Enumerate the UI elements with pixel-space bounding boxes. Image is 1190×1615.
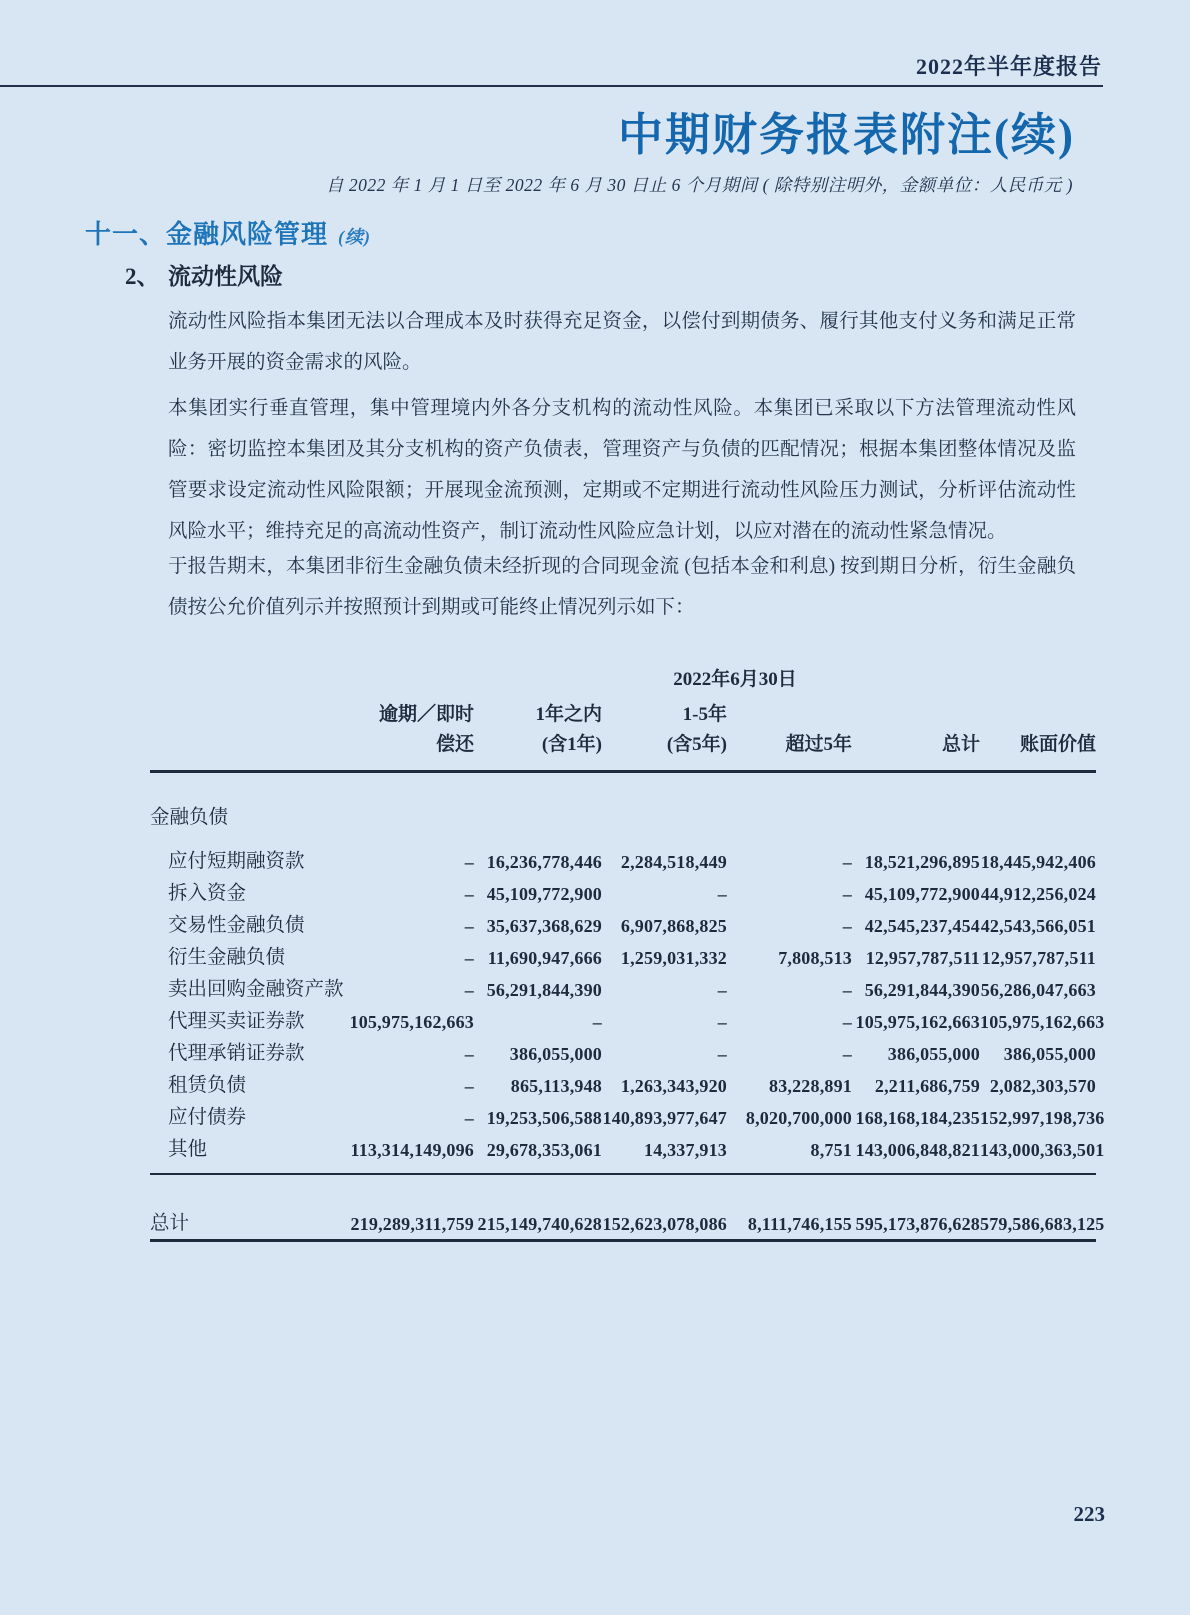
row-label: 代理买卖证券款: [168, 1011, 305, 1032]
page-title: 中期财务报表附注(续): [618, 110, 1075, 160]
table-row: 其他 113,314,149,096 29,678,353,061 14,337,913 8,751 143,006,848,821 143,000,363,501: [150, 1129, 1096, 1161]
table-row: 代理买卖证券款 105,975,162,663 – – – 105,975,162,663 105,975,162,663: [150, 1001, 1096, 1033]
table-row: 衍生金融负债 – 11,690,947,666 1,259,031,332 7,808,513 12,957,787,511 12,957,787,511: [150, 937, 1096, 969]
row-label: 交易性金融负债: [168, 915, 305, 936]
table-date-header: 2022年6月30日: [673, 669, 797, 690]
col-header-overdue: 逾期／即时: [378, 704, 474, 725]
table-total-row: 总计 219,289,311,759 215,149,740,628 152,623,078,086 8,111,746,155 595,173,876,628 579,586,683,125: [150, 1201, 1096, 1235]
table-row: 交易性金融负债 – 35,637,368,629 6,907,868,825 – 42,545,237,454 42,543,566,051: [150, 905, 1096, 937]
section-continued: (续): [338, 227, 372, 247]
table-row: 应付债券 – 19,253,506,588 140,893,977,647 8,020,700,000 168,168,184,235 152,997,198,736: [150, 1097, 1096, 1129]
col-header-over5y: 超过5年: [785, 734, 852, 755]
row-label: 应付短期融资款: [168, 851, 305, 872]
liquidity-risk-table: [150, 640, 1105, 1242]
table-header-line1: [150, 694, 1096, 726]
row-label: 拆入资金: [168, 883, 247, 904]
table-row: 卖出回购金融资产款 – 56,291,844,390 – – 56,291,844,390 56,286,047,663: [150, 969, 1096, 1001]
page-number: 223: [1073, 1502, 1105, 1526]
row-label: 租赁负债: [168, 1075, 247, 1096]
row-label: 其他: [168, 1139, 208, 1160]
table-date-header-row: [150, 664, 1096, 694]
table-row: 拆入资金 – 45,109,772,900 – – 45,109,772,900 44,912,256,024: [150, 873, 1096, 905]
spacer: [150, 664, 340, 694]
row-label: 代理承销证券款: [168, 1043, 305, 1064]
row-label: 卖出回购金融资产款: [168, 979, 344, 1000]
table-subtotal-rule: [150, 1173, 1096, 1175]
table-body: [150, 841, 1105, 1161]
table-row: 租赁负债 – 865,113,948 1,263,343,920 83,228,891 2,211,686,759 2,082,303,570: [150, 1065, 1096, 1097]
table-bottom-rule: [150, 1239, 1096, 1242]
total-label: 总计: [150, 1212, 190, 1234]
col-header-total: 总计: [941, 734, 980, 755]
table-group-label: 金融负债: [150, 807, 229, 828]
subsection-number: 2、: [125, 264, 160, 289]
section-heading: [85, 214, 371, 251]
table-header-line2: [150, 726, 1096, 756]
col-header-1to5y: 1-5年: [682, 704, 727, 725]
subsection-title: 流动性风险: [168, 264, 283, 289]
section-title: 十一、金融风险管理: [85, 220, 329, 249]
table-row: 代理承销证券款 – 386,055,000 – – 386,055,000 386,055,000: [150, 1033, 1096, 1065]
col-header-within1y: 1年之内: [535, 704, 602, 725]
report-header: 2022年半年度报告: [915, 54, 1102, 79]
subsection-heading: [125, 258, 283, 291]
table-row: 应付短期融资款 – 16,236,778,446 2,284,518,449 – 18,521,296,895 18,445,942,406: [150, 841, 1096, 873]
paragraph-liquidity-definition: 流动性风险指本集团无法以合理成本及时获得充足资金，以偿付到期债务、履行其他支付义务和满足正常业务开展的资金需求的风险。: [168, 311, 1076, 373]
col-header-within1y-2: (含1年): [541, 734, 602, 755]
paragraph-maturity-analysis-intro: 于报告期末，本集团非衍生金融负债未经折现的合同现金流 (包括本金和利息) 按到期日分析，衍生金融负债按公允价值列示并按照预计到期或可能终止情况列示如下：: [168, 556, 1076, 618]
row-label: 衍生金融负债: [168, 947, 286, 968]
row-label: 应付债券: [168, 1107, 247, 1128]
col-header-carrying-value: 账面价值: [1019, 734, 1096, 755]
col-header-1to5y-2: (含5年): [666, 734, 727, 755]
header-divider: [0, 85, 1103, 87]
page-subtitle: 自 2022 年 1 月 1 日至 2022 年 6 月 30 日止 6 个月期间 ( 除特别注明外，金额单位：人民币元 ): [325, 175, 1073, 195]
paragraph-management-methods: 本集团实行垂直管理，集中管理境内外各分支机构的流动性风险。本集团已采取以下方法管理流动性风险：密切监控本集团及其分支机构的资产负债表，管理资产与负债的匹配情况；根据本集团整体情况及监管要求设定流动性风险限额；开展现金流预测，定期或不定期进行流动性风险压力测试，分析评估流动性风险水平；维持充足的高流动性资产，制订流动性风险应急计划，以应对潜在的流动性紧急情况。: [168, 398, 1076, 542]
col-header-overdue-2: 偿还: [435, 734, 474, 755]
table-header-rule: [150, 770, 1096, 773]
